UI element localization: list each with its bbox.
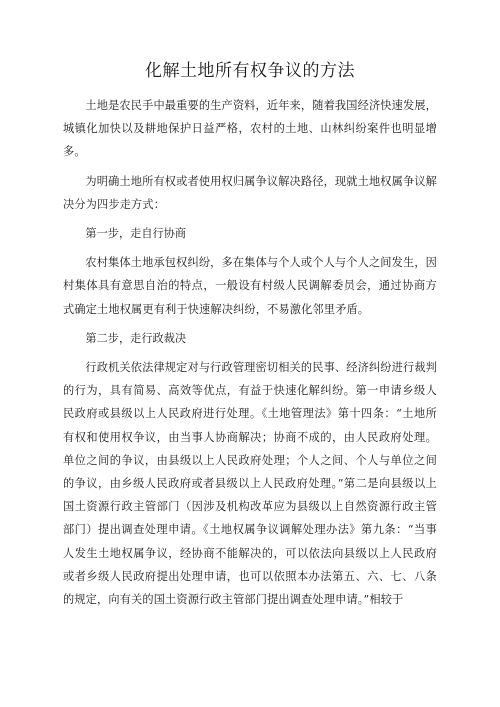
step-two-heading: 第二步，走行政裁决 [85,331,187,345]
paragraph-step-two: 行政机关依法律规定对与行政管理密切相关的民事、经济纠纷进行裁判的行为，具有简易、高效等优点，有益于快速化解纠纷。第一申请乡级人民政府或县级以上人民政府进行处理。《土地管理法》第十四条：“土地所有权和使用权争议，由当事人协商解决；协商不成的，由人民政府处理。单位之间的争议，由县级以上人民政府处理；个人之间、个人与单位之间的争议，由乡级人民政府或者县级以上人民政府处理。”第二是向县级以上国土资源行政主管部门（因涉及机构改革应为县级以上自然资源行政主管部门）提出调查处理申请。《土地权属争议调解处理办法》第九条：“当事人发生土地权属争议，经协商不能解决的，可以依法向县级以上人民政府或者乡级人民政府提出处理申请，也可以依照本办法第五、六、七、八条的规定，向有关的国土资源行政主管部门提出调查处理申请。”相较于 [63,361,437,607]
paragraph-intro: 土地是农民手中最重要的生产资料，近年来，随着我国经济快速发展，城镇化加快以及耕地保护日益严格，农村的土地、山林纠纷案件也明显增多。 [63,99,437,159]
document-title: 化解土地所有权争议的方法 [145,61,355,81]
step-one-heading: 第一步，走自行协商 [85,227,187,241]
paragraph-step-one: 农村集体土地承包权纠纷，多在集体与个人或个人与个人之间发生，因村集体具有意思自治的特点，一般设有村级人民调解委员会，通过协商方式确定土地权属更有利于快速解决纠纷，不易激化邻里矛盾。 [63,256,437,316]
document-page [63,58,437,611]
paragraph-purpose: 为明确土地所有权或者使用权归属争议解决路径，现就土地权属争议解决分为四步走方式： [63,174,437,211]
